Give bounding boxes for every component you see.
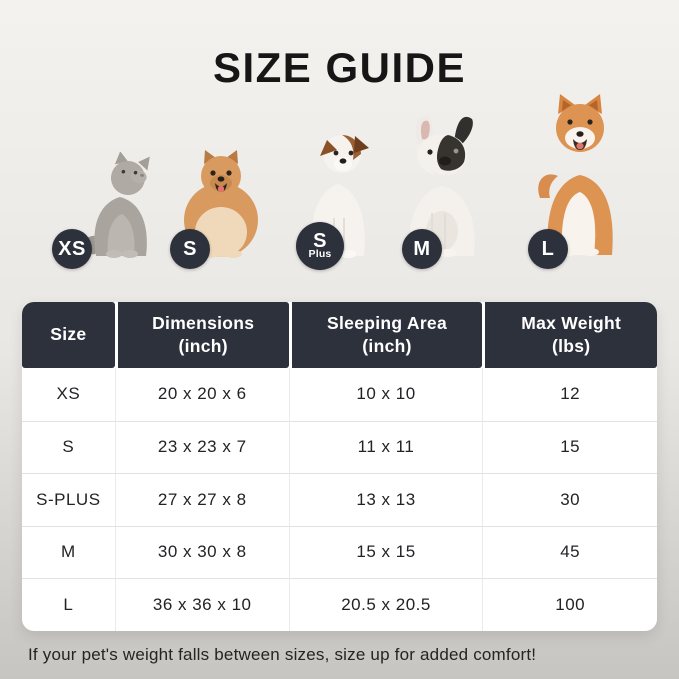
cell-sleeping-area: 20.5 x 20.5 — [289, 578, 483, 631]
cell-max-weight: 100 — [482, 578, 657, 631]
size-badge-xs — [52, 229, 92, 269]
header-max-weight — [482, 302, 657, 368]
size-table — [22, 302, 657, 631]
header-dimensions — [115, 302, 289, 368]
cell-max-weight: 15 — [482, 421, 657, 474]
cell-size: L — [22, 578, 115, 631]
cell-sleeping-area: 10 x 10 — [289, 368, 483, 421]
header-max-weight-label: Max Weight — [521, 312, 622, 333]
shiba-inu-figure — [532, 92, 628, 260]
pomeranian-figure — [177, 146, 265, 258]
header-size-label: Size — [50, 324, 87, 345]
table-row-s — [22, 421, 657, 474]
size-badge-m-label: M — [413, 237, 431, 260]
cell-max-weight: 45 — [482, 526, 657, 579]
cell-dimensions: 30 x 30 x 8 — [115, 526, 289, 579]
cell-max-weight: 30 — [482, 473, 657, 526]
table-row-xs — [22, 368, 657, 421]
cell-dimensions: 20 x 20 x 6 — [115, 368, 289, 421]
table-row-s-plus — [22, 473, 657, 526]
header-dimensions-label: Dimensions — [152, 312, 255, 333]
size-badge-xs-label: XS — [58, 237, 86, 260]
size-badge-m — [402, 229, 442, 269]
footnote: If your pet's weight falls between sizes, size up for added comfort! — [28, 645, 537, 664]
cell-size: S — [22, 421, 115, 474]
size-table-header — [22, 302, 657, 368]
cell-sleeping-area: 11 x 11 — [289, 421, 483, 474]
french-bulldog-figure — [398, 111, 486, 258]
cat-image — [82, 152, 162, 258]
cat-figure — [58, 152, 162, 260]
cell-dimensions: 27 x 27 x 8 — [115, 473, 289, 526]
page-title: SIZE GUIDE — [212, 44, 467, 91]
size-badge-l — [528, 229, 568, 269]
header-sleeping-area-label: Sleeping Area — [327, 312, 447, 333]
size-badge-s-plus-label: S — [313, 230, 327, 253]
size-badge-s-label: S — [183, 237, 197, 260]
header-sleeping-area — [289, 302, 483, 368]
header-size — [22, 302, 115, 368]
cell-size: M — [22, 526, 115, 579]
cell-sleeping-area: 13 x 13 — [289, 473, 483, 526]
size-badge-s — [170, 229, 210, 269]
header-dimensions-unit: (inch) — [178, 336, 228, 356]
table-row-l — [22, 578, 657, 631]
cell-max-weight: 12 — [482, 368, 657, 421]
size-badge-l-label: L — [541, 237, 555, 260]
header-max-weight-unit: (lbs) — [551, 336, 591, 356]
size-badge-s-plus-sublabel: Plus — [308, 248, 332, 261]
table-row-m — [22, 526, 657, 579]
size-badge-s-plus — [296, 222, 344, 270]
cell-size: S-PLUS — [22, 473, 115, 526]
cell-dimensions: 36 x 36 x 10 — [115, 578, 289, 631]
cell-dimensions: 23 x 23 x 7 — [115, 421, 289, 474]
cell-sleeping-area: 15 x 15 — [289, 526, 483, 579]
cell-size: XS — [56, 384, 81, 404]
jack-russell-figure — [298, 126, 378, 261]
header-sleeping-area-unit: (inch) — [362, 336, 412, 356]
